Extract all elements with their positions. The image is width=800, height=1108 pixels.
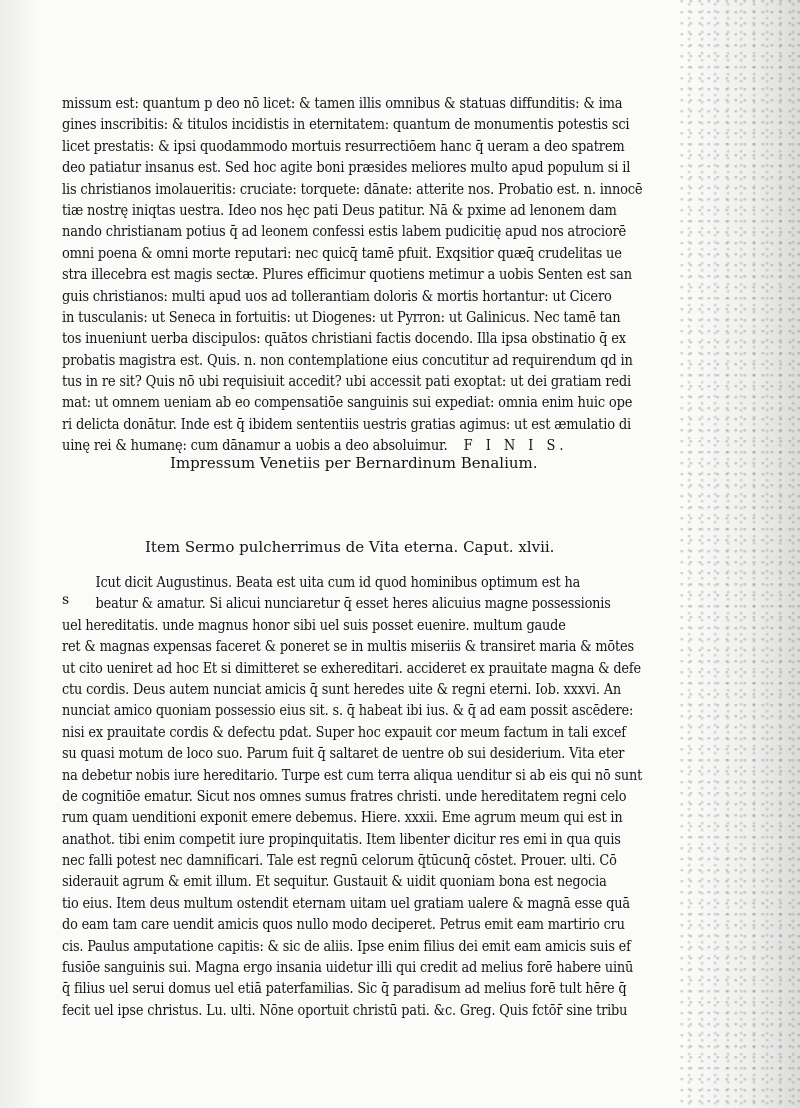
text-line: de cognitiōe ematur. Sicut nos omnes sumus fratres christi. unde hereditatem regni celo	[62, 787, 627, 805]
imprint-line: Impressum Venetiis per Bernardinum Benalium.	[170, 454, 538, 472]
text-line: ri delicta donātur. Inde est q̄ ibidem sententiis uestris gratias agimus: ut est æmulatio di	[62, 415, 631, 433]
text-line: missum est: quantum p deo nō licet: & tamen illis omnibus & statuas diffunditis: & ima	[62, 95, 623, 112]
chapter-heading: Item Sermo pulcherrimus de Vita eterna. Caput. xlvii.	[145, 538, 555, 556]
finis-mark: F I N I S.	[463, 437, 568, 455]
text-line: uel hereditatis. unde magnus honor sibi uel suis posset euenire. multum gaude	[62, 616, 566, 634]
text-line: deo patiatur insanus est. Sed hoc agite boni præsides meliores multo apud populum si il	[62, 159, 631, 177]
text-line: in tusculanis: ut Seneca in fortuitis: ut Diogenes: ut Pyrron: ut Galinicus. Nec tamē tan	[62, 308, 621, 326]
text-line: omni poena & omni morte reputari: nec quicq̄ tamē pfuit. Exqsitior quæq̄ crudelitas ue	[62, 244, 622, 262]
text-line: fecit uel ipse christus. Lu. ulti. Nōne oportuit christū pati. &c. Greg. Quis fctōr̄ sine tribu	[62, 1001, 628, 1019]
text-line: gines inscribitis: & titulos incidistis in eternitatem: quantum de monumentis potestis sci	[62, 116, 630, 134]
text-line: tus in re sit? Quis nō ubi requisiuit accedit? ubi accessit pati exoptat: ut dei gratiam redi	[62, 373, 632, 391]
text-line: tos inueniunt uerba discipulos: quātos christiani factis docendo. Illa ipsa obstinatio q̄ ex	[62, 330, 626, 348]
initial-guide-letter: s	[62, 592, 70, 608]
text-line: do eam tam care uendit amicis quos nullo modo deciperet. Petrus emit eam martirio cru	[62, 916, 625, 934]
text-line: anathot. tibi enim competit iure propinquitatis. Item libenter dicitur res emi in qua quis	[62, 830, 621, 848]
text-block-sermon	[62, 572, 719, 1021]
text-line: beatur & amatur. Si alicui nunciaretur q̄ esset heres alicuius magne possessionis	[95, 595, 611, 613]
text-line: siderauit agrum & emit illum. Et sequitur. Gustauit & uidit quoniam bona est negocia	[62, 873, 607, 891]
text-line: na debetur nobis iure hereditario. Turpe est cum terra aliqua uenditur si ab eis qui nō sunt	[62, 766, 643, 784]
text-line: lis christianos imolaueritis: cruciate: torquete: dānate: atterite nos. Probatio est. n. innocē	[62, 180, 643, 198]
text-line: ut cito ueniret ad hoc Et si dimitteret se exhereditari. accideret ex prauitate magna & defe	[62, 659, 641, 677]
text-line: tio eius. Item deus multum ostendit eternam uitam uel gratiam ualere & magnā esse quā	[62, 894, 630, 912]
text-line: ret & magnas expensas faceret & poneret se in multis miseriis & transiret maria & mōtes	[62, 638, 634, 656]
text-line: nando christianam potius q̄ ad leonem confessi estis labem pudicitię apud nos atrociorē	[62, 223, 627, 241]
text-line: nec falli potest nec damnificari. Tale est regnū celorum q̄tūcunq̄ cōstet. Prouer. ulti. Cō	[62, 852, 617, 870]
text-line: rum quam uenditioni exponit emere debemus. Hiere. xxxii. Eme agrum meum qui est in	[62, 809, 623, 827]
text-line: probatis magistra est. Quis. n. non contemplatione eius concutitur ad requirendum qd in	[62, 351, 633, 369]
text-line: q̄ filius uel serui domus uel etiā paterfamilias. Sic q̄ paradisum ad melius forē tult hēre q̄	[62, 980, 627, 998]
scan-shadow-left	[0, 0, 40, 1108]
text-line: stra illecebra est magis sectæ. Plures efficimur quotiens metimur a uobis Senten est san	[62, 266, 632, 284]
text-line: su quasi motum de loco suo. Parum fuit q̄ saltaret de uentre ob sui desiderium. Vita eter	[62, 745, 625, 763]
text-block-top	[62, 93, 713, 457]
text-line: ctu cordis. Deus autem nunciat amicis q̄ sunt heredes uite & regni eterni. Iob. xxxvi. An	[62, 680, 621, 698]
text-line: Icut dicit Augustinus. Beata est uita cum id quod hominibus optimum est ha	[95, 574, 581, 591]
text-line: guis christianos: multi apud uos ad tollerantiam doloris & mortis hortantur: ut Cicero	[62, 287, 612, 305]
text-line: fusiōe sanguinis sui. Magna ergo insania uidetur illi qui credit ad melius forē habere uinū	[62, 959, 634, 977]
text-line: uinę rei & humanę: cum dānamur a uobis a deo absoluimur. F I N I S.	[62, 437, 568, 455]
text-line: mat: ut omnem ueniam ab eo compensatiōe sanguinis sui expediat: omnia enim huic ope	[62, 394, 633, 412]
text-line: nisi ex prauitate cordis & defectu pdat. Super hoc expauit cor meum factum in tali excef	[62, 723, 626, 741]
text-line: cis. Paulus amputatione capitis: & sic de aliis. Ipse enim filius dei emit eam amicis suis ef	[62, 937, 631, 955]
text-line: licet prestatis: & ipsi quodammodo mortuis resurrectiōem hanc q̄ ueram a deo spatrem	[62, 137, 625, 155]
text-line: tiæ nostrę iniqtas uestra. Ideo nos hęc pati Deus patitur. Nā & pxime ad lenonem dam	[62, 201, 617, 219]
text-line: nunciat amico quoniam possessio eius sit. s. q̄ habeat ibi ius. & q̄ ad eam possit ascēdere:	[62, 702, 634, 720]
